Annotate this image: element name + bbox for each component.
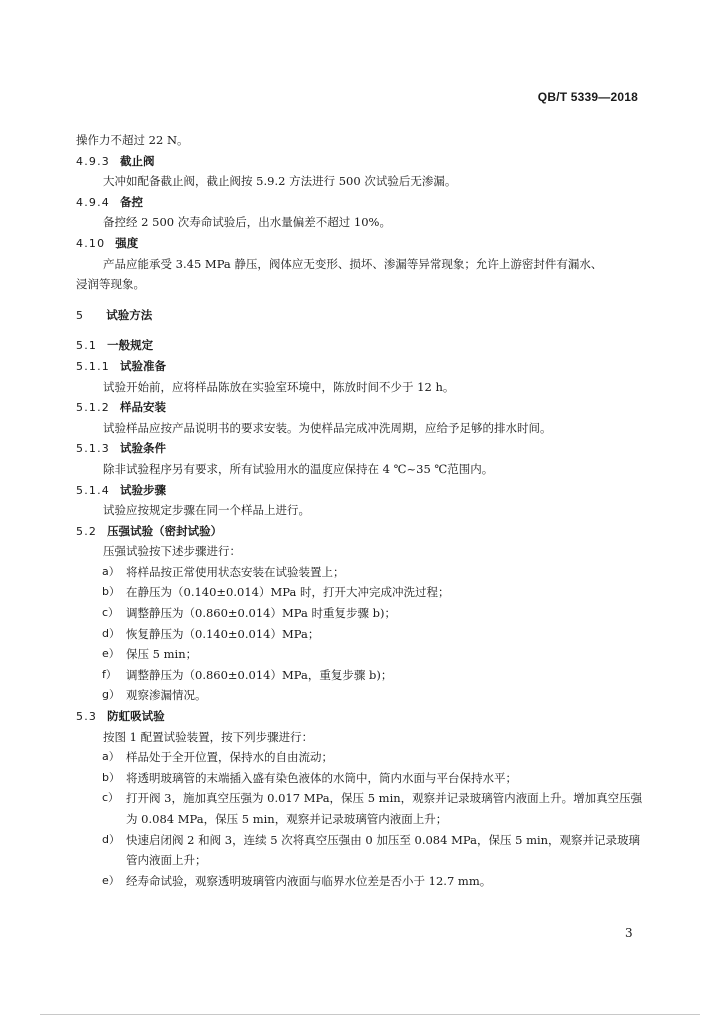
section-title: 试验方法 xyxy=(106,307,153,322)
list-text: 在静压为（0.140±0.014）MPa 时，打开大冲完成冲洗过程； xyxy=(126,585,450,600)
list-item xyxy=(76,603,646,624)
list-text: 观察渗漏情况。 xyxy=(126,688,207,703)
standard-code: QB/T 5339—2018 xyxy=(537,90,638,104)
list-text: 样品处于全开位置，保持水的自由流动； xyxy=(126,750,333,765)
clause-heading xyxy=(76,151,646,172)
list-text: 恢复静压为（0.140±0.014）MPa； xyxy=(126,626,320,641)
clause-title: 强度 xyxy=(115,235,139,250)
list-text: 将透明玻璃管的末端插入盛有染色液体的水筒中，筒内水面与平台保持水平； xyxy=(126,770,517,785)
clause-number: 4.9.3 xyxy=(76,154,110,168)
list-item xyxy=(76,788,646,829)
section-number: 5.2 xyxy=(76,524,98,538)
section-title: 压强试验（密封试验） xyxy=(107,523,223,538)
list-item xyxy=(76,747,646,768)
list-marker: a） xyxy=(102,750,120,764)
clause-heading xyxy=(76,480,646,501)
clause-number: 4.10 xyxy=(76,236,106,250)
clause-number: 5.1.3 xyxy=(76,442,110,456)
list-text: 打开阀 3，施加真空压强为 0.017 MPa，保压 5 min，观察并记录玻璃管内液面上升。增加真空压强为 0.084 MPa，保压 5 min，观察并记录玻璃管内液面上升； xyxy=(126,791,643,826)
list-text: 经寿命试验，观察透明玻璃管内液面与临界水位差是否小于 12.7 mm。 xyxy=(126,873,492,888)
paragraph: 压强试验按下述步骤进行： xyxy=(103,544,241,559)
list-text: 快速启闭阀 2 和阀 3，连续 5 次将真空压强由 0 加压至 0.084 MPa，保压 5 min，观察并记录玻璃管内液面上升； xyxy=(126,832,641,868)
bottom-rule xyxy=(40,1014,700,1015)
paragraph: 浸润等现象。 xyxy=(76,277,145,292)
section-heading xyxy=(76,521,646,542)
list-text: 将样品按正常使用状态安装在试验装置上； xyxy=(126,564,345,579)
list-text: 调整静压为（0.860±0.014）MPa，重复步骤 b)； xyxy=(126,667,393,682)
list-item xyxy=(76,562,646,583)
list-item xyxy=(76,685,646,706)
paragraph: 按图 1 配置试验装置，按下列步骤进行： xyxy=(103,729,314,744)
section-heading xyxy=(76,305,646,326)
clause-title: 试验准备 xyxy=(120,358,166,373)
clause-number: 5.1.2 xyxy=(76,401,110,415)
list-marker: b） xyxy=(102,585,120,599)
page-body xyxy=(76,130,646,891)
list-marker: c） xyxy=(102,791,120,805)
clause-heading xyxy=(76,356,646,377)
list-item xyxy=(76,665,646,686)
paragraph: 产品应能承受 3.45 MPa 静压，阀体应无变形、损坏、渗漏等异常现象；允许上游密封件有漏水、 xyxy=(103,256,603,271)
list-item xyxy=(76,830,646,871)
list-marker: f） xyxy=(102,667,117,681)
section-number: 5 xyxy=(76,308,85,322)
clause-title: 备控 xyxy=(120,194,143,209)
section-title: 一般规定 xyxy=(107,338,154,353)
section-heading xyxy=(76,706,646,727)
section-number: 5.3 xyxy=(76,710,98,724)
list-marker: d） xyxy=(102,832,120,846)
section-title: 防虹吸试验 xyxy=(107,709,165,724)
clause-heading xyxy=(76,192,646,213)
section-heading xyxy=(76,335,646,356)
list-marker: c） xyxy=(102,606,120,620)
list-text: 保压 5 min； xyxy=(126,647,198,662)
list-item xyxy=(76,871,646,892)
clause-heading xyxy=(76,233,646,254)
page-number: 3 xyxy=(625,926,633,940)
list-marker: e） xyxy=(102,873,120,887)
list-marker: d） xyxy=(102,626,120,640)
paragraph: 试验开始前，应将样品陈放在实验室环境中，陈放时间不少于 12 h。 xyxy=(103,379,455,394)
paragraph: 备控经 2 500 次寿命试验后，出水量偏差不超过 10%。 xyxy=(103,215,391,230)
list-marker: g） xyxy=(102,688,120,702)
clause-number: 4.9.4 xyxy=(76,195,110,209)
paragraph: 操作力不超过 22 N。 xyxy=(76,133,189,147)
paragraph: 试验应按规定步骤在同一个样品上进行。 xyxy=(103,503,310,518)
clause-heading xyxy=(76,438,646,459)
list-marker: b） xyxy=(102,770,120,784)
list-item xyxy=(76,768,646,789)
clause-number: 5.1.4 xyxy=(76,483,110,497)
list-marker: a） xyxy=(102,564,120,578)
section-number: 5.1 xyxy=(76,339,98,353)
paragraph: 试验样品应按产品说明书的要求安装。为使样品完成冲洗周期，应给予足够的排水时间。 xyxy=(103,420,552,435)
paragraph: 大冲如配备截止阀，截止阀按 5.9.2 方法进行 500 次试验后无渗漏。 xyxy=(103,174,457,189)
clause-heading xyxy=(76,397,646,418)
list-item xyxy=(76,644,646,665)
list-text: 调整静压为（0.860±0.014）MPa 时重复步骤 b)； xyxy=(126,606,396,621)
clause-title: 试验条件 xyxy=(120,441,166,456)
list-item xyxy=(76,582,646,603)
clause-title: 试验步骤 xyxy=(120,482,166,497)
clause-title: 样品安装 xyxy=(120,400,166,415)
paragraph: 除非试验程序另有要求，所有试验用水的温度应保持在 4 ℃~35 ℃范围内。 xyxy=(103,461,494,476)
list-marker: e） xyxy=(102,647,120,661)
clause-title: 截止阀 xyxy=(120,153,155,168)
list-item xyxy=(76,624,646,645)
clause-number: 5.1.1 xyxy=(76,359,110,373)
